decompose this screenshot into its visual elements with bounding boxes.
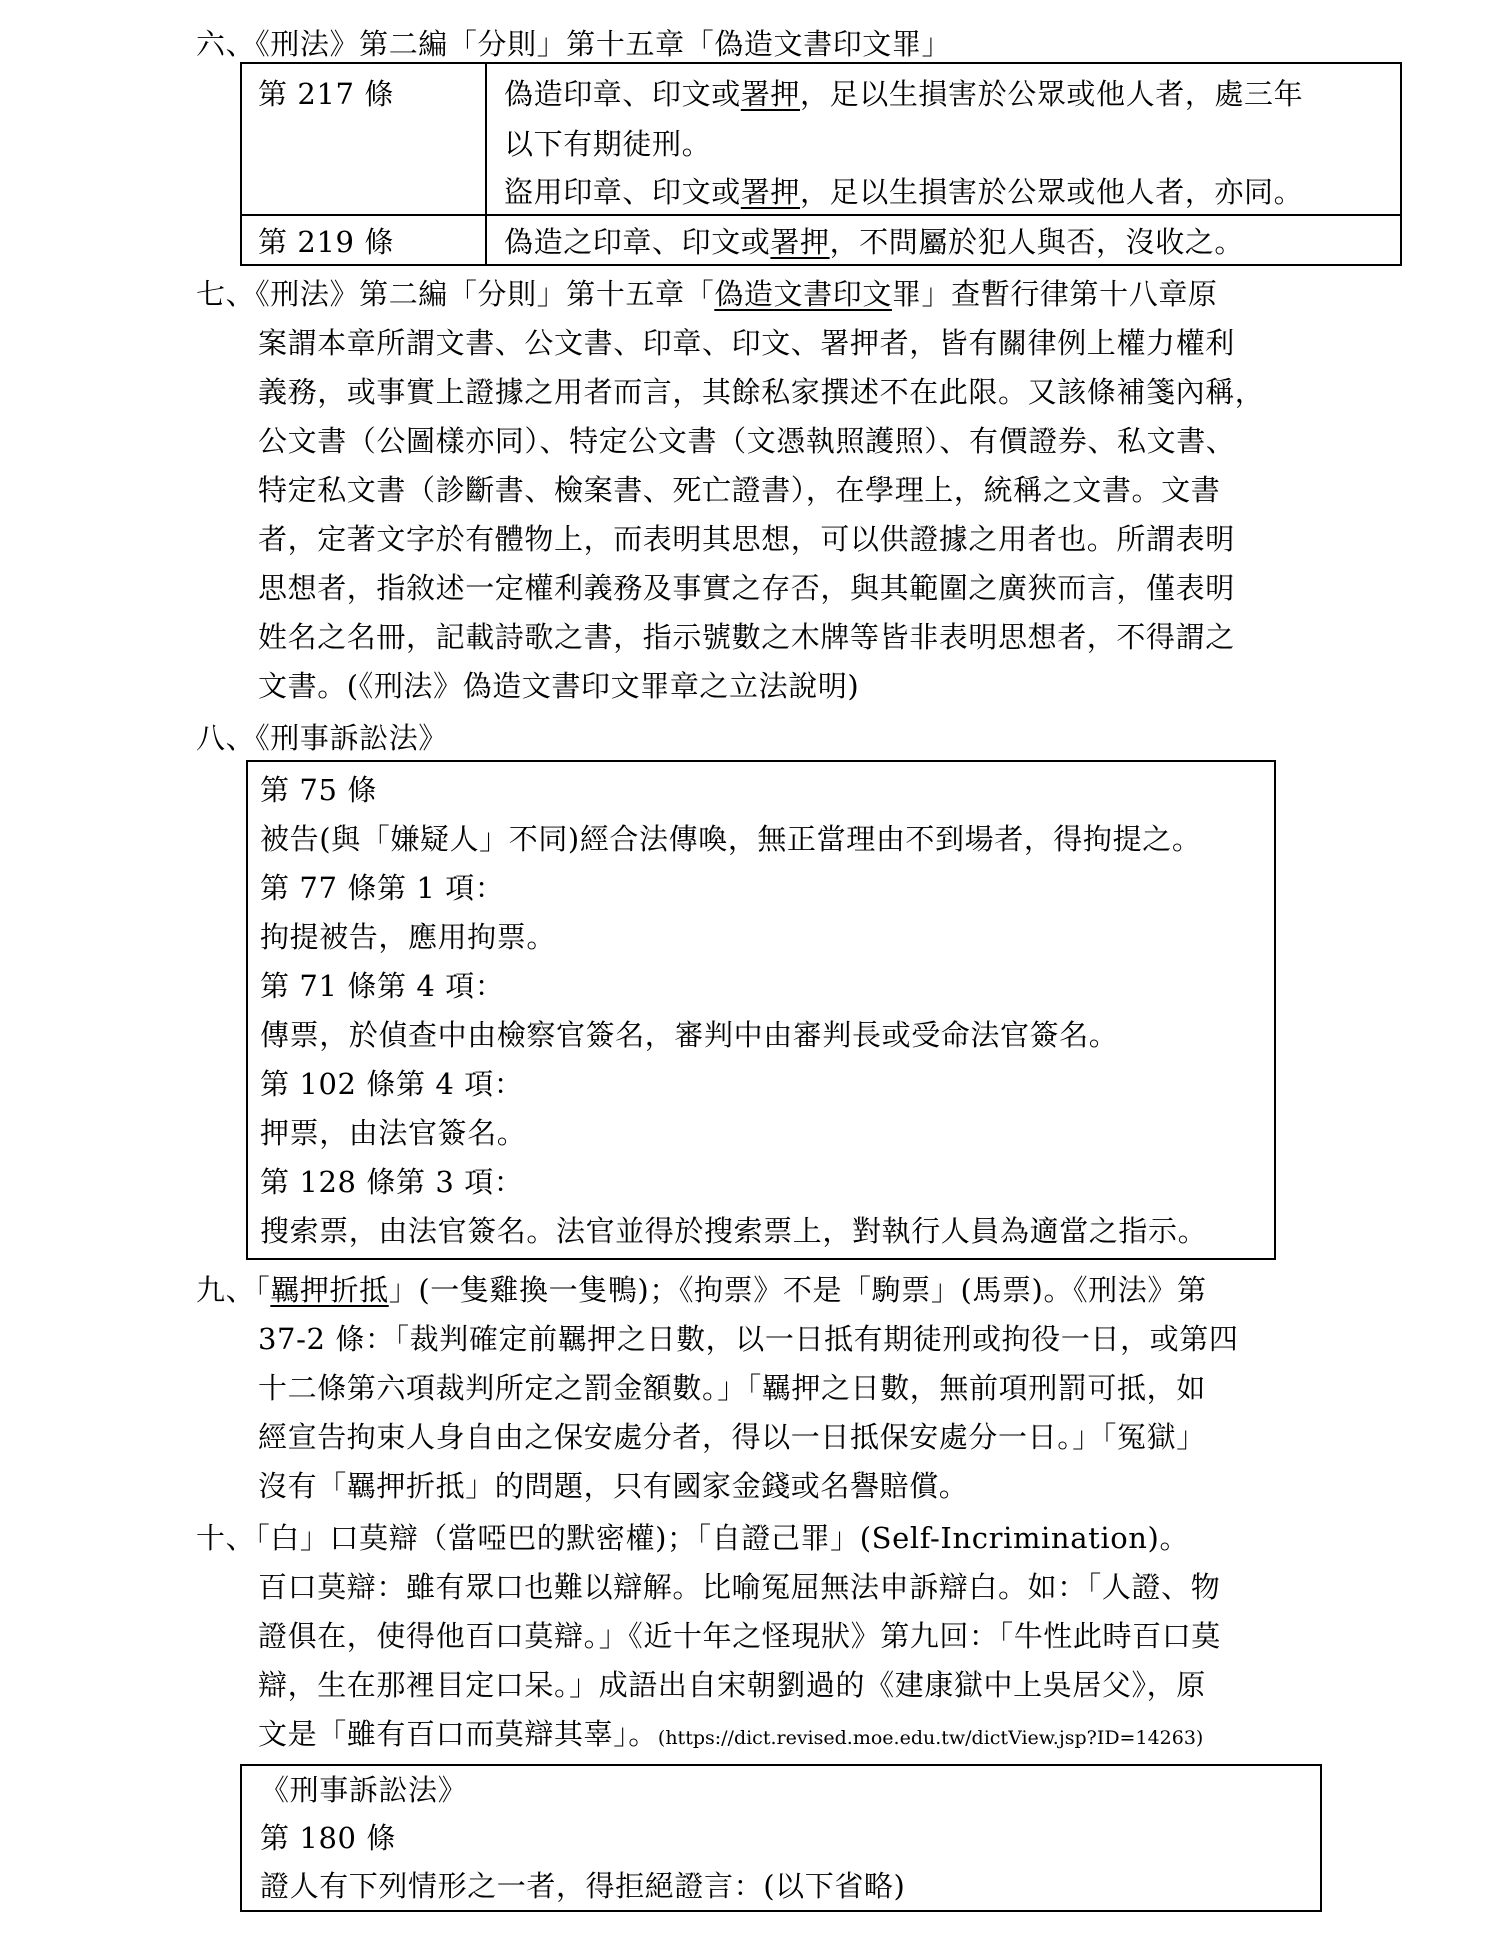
procedure-line: 拘提被告，應用拘票。	[260, 920, 557, 954]
procedure-line: 第 102 條第 4 項：	[260, 1067, 524, 1101]
procedure-line: 第 75 條	[260, 773, 377, 807]
section-7-line: 文書。(《刑法》偽造文書印文罪章之立法說明)	[258, 669, 860, 703]
procedure-line: 押票，由法官簽名。	[260, 1116, 527, 1150]
testimony-line: 證人有下列情形之一者，得拒絕證言：(以下省略)	[260, 1869, 906, 1903]
criminal-procedure-box	[246, 760, 1276, 1260]
article-219-text: 偽造之印章、印文或署押，不問屬於犯人與否，沒收之。	[504, 225, 1245, 259]
section-9-line: 37-2 條：「裁判確定前羈押之日數，以一日抵有期徒刑或拘役一日，或第四	[258, 1322, 1239, 1356]
section-7-line: 公文書（公圖樣亦同）、特定公文書（文憑執照護照）、有價證券、私文書、	[258, 424, 1236, 458]
procedure-line: 第 77 條第 1 項：	[260, 871, 505, 905]
signature-term: 署押	[740, 77, 801, 111]
section-7-line: 者，定著文字於有體物上，而表明其思想，可以供證據之用者也。所謂表明	[258, 522, 1235, 556]
procedure-line: 第 71 條第 4 項：	[260, 969, 505, 1003]
article-219-label: 第 219 條	[258, 225, 394, 259]
section-10-line: 辯，生在那裡目定口呆。」成語出自宋朝劉過的《建康獄中上吳居父》，原	[258, 1668, 1206, 1702]
procedure-line: 第 128 條第 3 項：	[260, 1165, 524, 1199]
forgery-term: 偽造文書印文	[714, 277, 892, 311]
article-217-label: 第 217 條	[258, 77, 394, 111]
testimony-line: 第 180 條	[260, 1821, 396, 1855]
section-7-line: 思想者，指敘述一定權利義務及事實之存否，與其範圍之廣狹而言，僅表明	[258, 571, 1235, 605]
section-9-line: 十二條第六項裁判所定之罰金額數。」「羈押之日數，無前項刑罰可抵，如	[258, 1371, 1206, 1405]
section-10-heading: 十、「白」口莫辯（當啞巴的默密權)；「自證己罪」(Self-Incrimination)。	[196, 1521, 1190, 1555]
procedure-line: 搜索票，由法官簽名。法官並得於搜索票上，對執行人員為適當之指示。	[260, 1214, 1208, 1248]
detention-offset-term: 羈押折抵	[270, 1273, 389, 1307]
criminal-law-table	[240, 62, 1402, 266]
table-row-divider	[242, 214, 1400, 216]
section-9-line: 經宣告拘束人身自由之保安處分者，得以一日抵保安處分一日。」「冤獄」	[258, 1420, 1206, 1454]
procedure-line: 傳票，於偵查中由檢察官簽名，審判中由審判長或受命法官簽名。	[260, 1018, 1119, 1052]
section-10-line: 文是「雖有百口而莫辯其辜」。(https://dict.revised.moe.edu.tw/dictView.jsp?ID=14263)	[258, 1717, 1204, 1751]
section-7-line: 特定私文書（診斷書、檢案書、死亡證書），在學理上，統稱之文書。文書	[258, 473, 1221, 507]
section-10-line: 百口莫辯：雖有眾口也難以辯解。比喻冤屈無法申訴辯白。如：「人證、物	[258, 1570, 1221, 1604]
procedure-line: 被告(與「嫌疑人」不同)經合法傳喚，無正當理由不到場者，得拘提之。	[260, 822, 1202, 856]
article-217-line-1: 偽造印章、印文或署押，足以生損害於公眾或他人者，處三年	[504, 77, 1304, 111]
signature-term: 署押	[770, 225, 830, 259]
signature-term: 署押	[740, 175, 801, 209]
section-7-line: 姓名之名冊，記載詩歌之書，指示號數之木牌等皆非表明思想者，不得謂之	[258, 620, 1235, 654]
article-217-line-2: 以下有期徒刑。	[504, 127, 712, 161]
section-7-line: 案謂本章所謂文書、公文書、印章、印文、署押者，皆有關律例上權力權利	[258, 326, 1235, 360]
section-6-heading: 六、《刑法》第二編「分則」第十五章「偽造文書印文罪」	[196, 27, 952, 61]
section-9-heading: 九、「羈押折抵」(一隻雞換一隻鴨)；《拘票》不是「駒票」(馬票)。《刑法》第	[196, 1273, 1207, 1307]
section-8-heading: 八、《刑事訴訟法》	[196, 721, 448, 755]
article-217-line-3: 盜用印章、印文或署押，足以生損害於公眾或他人者，亦同。	[504, 175, 1304, 209]
section-7-line: 義務，或事實上證據之用者而言，其餘私家撰述不在此限。又該條補箋內稱，	[258, 375, 1265, 409]
dictionary-url: (https://dict.revised.moe.edu.tw/dictView.jsp?ID=14263)	[657, 1727, 1204, 1749]
section-7-heading: 七、《刑法》第二編「分則」第十五章「偽造文書印文罪」查暫行律第十八章原	[196, 277, 1218, 311]
testimony-line: 《刑事訴訟法》	[260, 1773, 468, 1807]
section-9-line: 沒有「羈押折抵」的問題，只有國家金錢或名譽賠償。	[258, 1469, 969, 1503]
section-10-line: 證俱在，使得他百口莫辯。」《近十年之怪現狀》第九回：「牛性此時百口莫	[258, 1619, 1221, 1653]
testimony-box	[240, 1764, 1322, 1912]
table-column-divider	[485, 64, 487, 264]
